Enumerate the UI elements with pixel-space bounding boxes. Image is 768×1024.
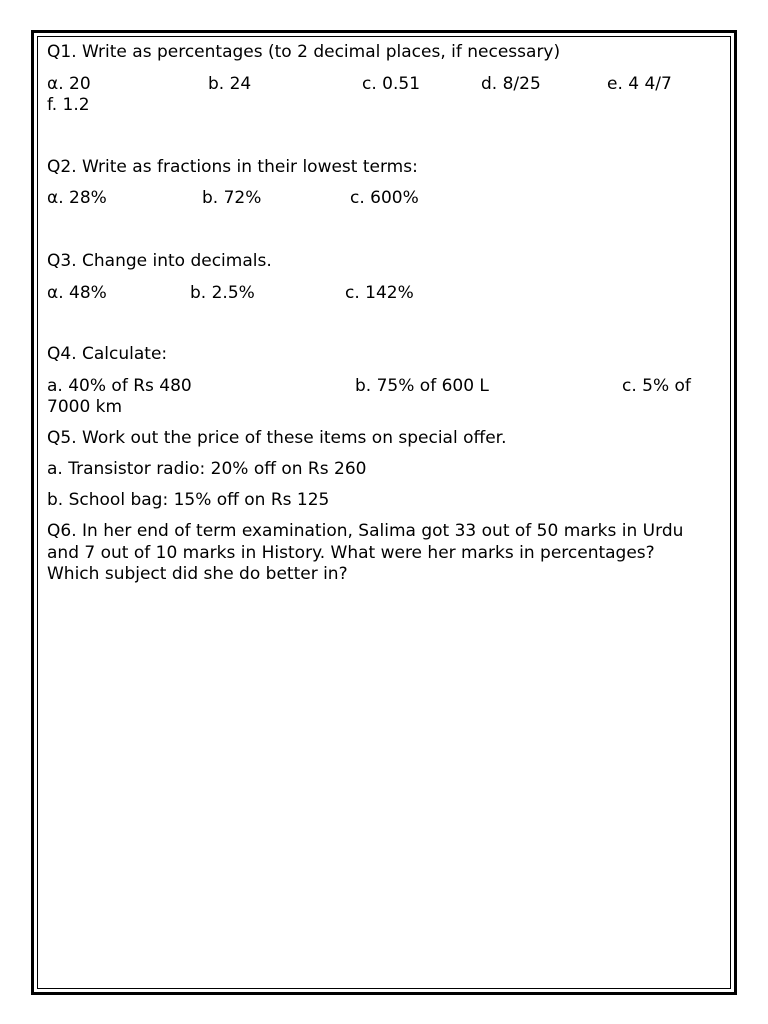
q2-option-b: b. 72% xyxy=(202,188,262,208)
q5-heading: Q5. Work out the price of these items on special offer. xyxy=(47,428,507,448)
q1-option-b: b. 24 xyxy=(208,74,252,94)
q1-heading: Q1. Write as percentages (to 2 decimal places, if necessary) xyxy=(47,42,561,62)
q1-option-e: e. 4 4/7 xyxy=(607,74,672,94)
q3-option-c: c. 142% xyxy=(345,283,414,303)
q5-item-b: b. School bag: 15% off on Rs 125 xyxy=(47,490,330,510)
q4-options xyxy=(47,376,707,398)
worksheet-inner-border xyxy=(37,36,731,989)
q1-option-c: c. 0.51 xyxy=(362,74,421,94)
q2-options xyxy=(47,188,707,210)
q3-option-b: b. 2.5% xyxy=(190,283,255,303)
q4-option-c-continuation: 7000 km xyxy=(47,397,123,417)
q4-option-a: a. 40% of Rs 480 xyxy=(47,376,192,396)
q4-heading: Q4. Calculate: xyxy=(47,344,168,364)
q4-option-c: c. 5% of xyxy=(622,376,691,396)
q3-option-a: α. 48% xyxy=(47,283,107,303)
q2-heading: Q2. Write as fractions in their lowest terms: xyxy=(47,157,418,177)
q3-heading: Q3. Change into decimals. xyxy=(47,251,272,271)
q1-option-d: d. 8/25 xyxy=(481,74,541,94)
q1-option-a: α. 20 xyxy=(47,74,91,94)
q2-option-a: α. 28% xyxy=(47,188,107,208)
q1-options xyxy=(47,74,707,96)
q6-paragraph: Q6. In her end of term examination, Salima got 33 out of 50 marks in Urdu and 7 out of 10 marks in History. What were her marks in percentages? Which subject did she do better in? xyxy=(47,521,684,584)
q3-options xyxy=(47,283,707,305)
q4-option-b: b. 75% of 600 L xyxy=(355,376,489,396)
q2-option-c: c. 600% xyxy=(350,188,419,208)
q5-item-a: a. Transistor radio: 20% off on Rs 260 xyxy=(47,459,367,479)
q1-option-f: f. 1.2 xyxy=(47,95,90,115)
